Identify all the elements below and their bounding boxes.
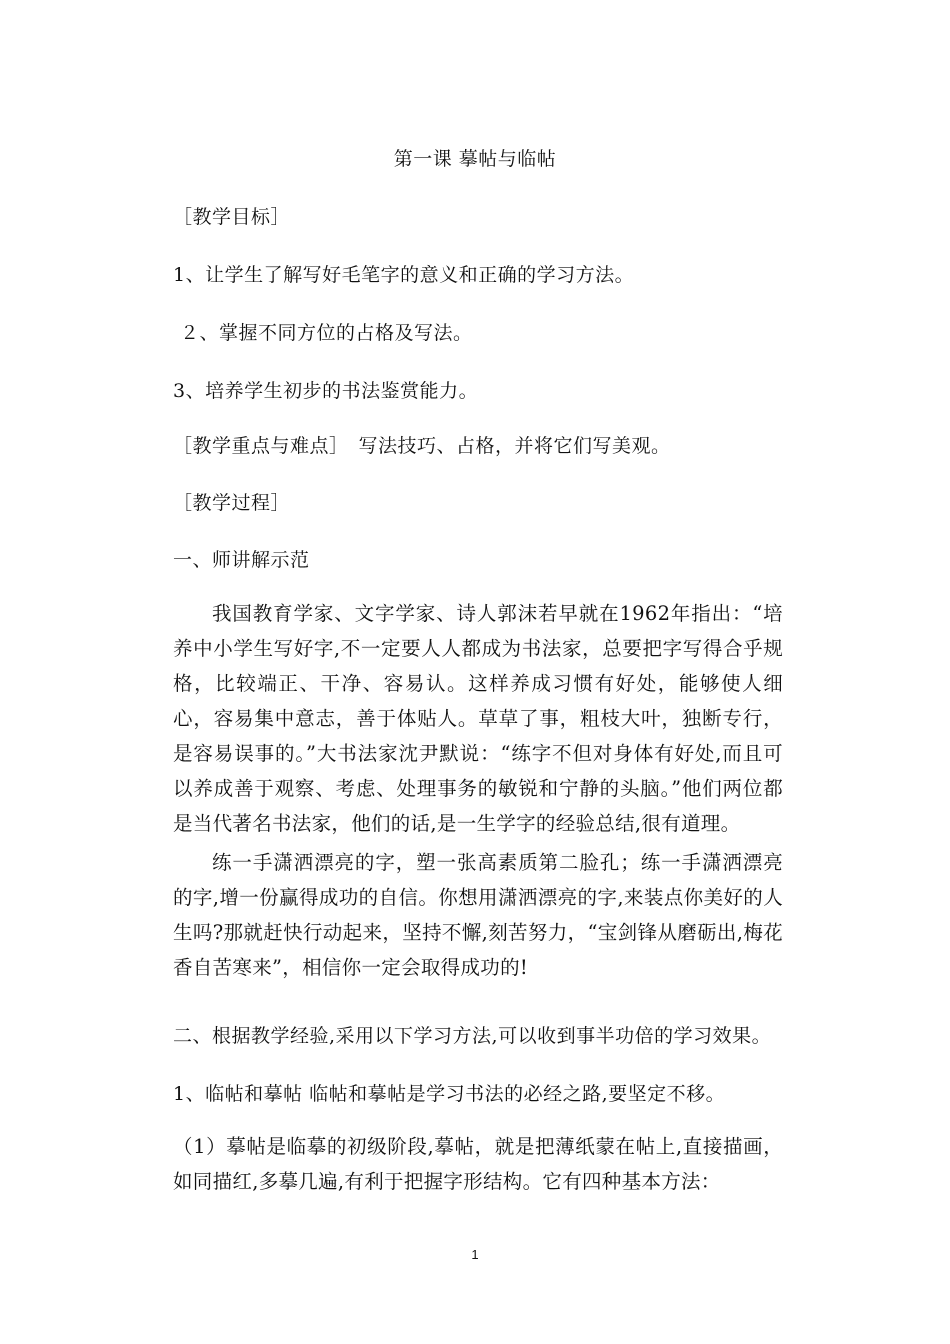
body-paragraph-2: 练一手潇洒漂亮的字，塑一张高素质第二脸孔；练一手潇洒漂亮的字,增一份赢得成功的自信。你想用潇洒漂亮的字,来装点你美好的人生吗?那就赶快行动起来，坚持不懈,刻苦努力，“宝剑锋从磨砺出,梅花香自苦寒来”，相信你一定会取得成功的! <box>173 851 783 979</box>
method-item-1: 1、临帖和摹帖 临帖和摹帖是学习书法的必经之路,要坚定不移。 <box>173 1083 726 1105</box>
key-points-line: ［教学重点与难点］ 写法技巧、占格，并将它们写美观。 <box>173 435 671 457</box>
section-heading-2: 二、根据教学经验,采用以下学习方法,可以收到事半功倍的学习效果。 <box>173 1025 772 1047</box>
page-number: 1 <box>471 1247 479 1262</box>
body-paragraph-1: 我国教育学家、文字学家、诗人郭沫若早就在1962年指出：“培养中小学生写好字,不一定要人人都成为书法家，总要把字写得合乎规格，比较端正、干净、容易认。这样养成习惯有好处，能够使人细心，容易集中意志，善于体贴人。草草了事，粗枝大叶，独断专行，是容易误事的。”大书法家沈尹默说：“练字不但对身体有好处,而且可以养成善于观察、考虑、处理事务的敏锐和宁静的头脑。”他们两位都是当代著名书法家，他们的话,是一生学字的经验总结,很有道理。 <box>173 602 783 835</box>
page-title: 第一课 摹帖与临帖 <box>393 148 557 170</box>
objective-item-3: 3、培养学生初步的书法鉴赏能力。 <box>173 380 479 402</box>
objective-item-1: 1、让学生了解写好毛笔字的意义和正确的学习方法。 <box>173 264 635 286</box>
process-heading: ［教学过程］ <box>173 492 291 514</box>
objective-item-2: ２、掌握不同方位的占格及写法。 <box>180 322 473 344</box>
section-heading-1: 一、师讲解示范 <box>173 549 310 571</box>
objectives-heading: ［教学目标］ <box>173 206 291 228</box>
method-detail-paragraph: （1）摹帖是临摹的初级阶段,摹帖，就是把薄纸蒙在帖上,直接描画，如同描红,多摹几遍,有利于把握字形结构。它有四种基本方法： <box>173 1135 783 1193</box>
